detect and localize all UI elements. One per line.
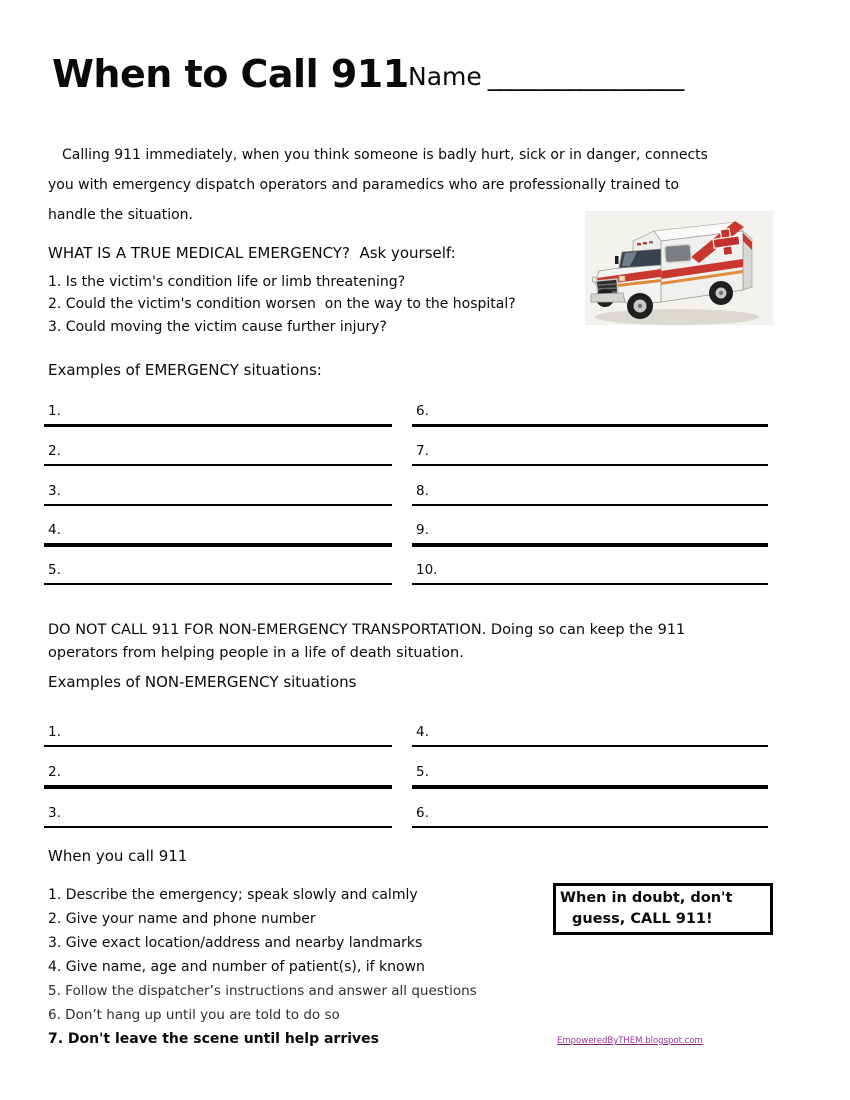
blank-line[interactable] xyxy=(44,785,392,789)
footer-link[interactable]: EmpoweredByTHEM.blogspot.com xyxy=(557,1036,703,1046)
name-label: Name xyxy=(408,62,482,91)
blank-line[interactable] xyxy=(412,583,768,585)
answer-blank[interactable] xyxy=(44,805,392,831)
answer-blank[interactable] xyxy=(412,724,768,750)
step-item: 2. Give your name and phone number xyxy=(48,911,316,927)
blank-line[interactable] xyxy=(44,464,392,466)
blank-number: 1. xyxy=(48,724,61,740)
ambulance-image xyxy=(577,205,777,335)
blank-number: 6. xyxy=(416,403,429,419)
name-field xyxy=(408,62,683,91)
blank-line[interactable] xyxy=(412,826,768,828)
step-item: 3. Give exact location/address and nearby landmarks xyxy=(48,935,423,951)
blank-number: 6. xyxy=(416,805,429,821)
blank-number: 8. xyxy=(416,483,429,499)
answer-blank[interactable] xyxy=(412,403,768,429)
answer-blank[interactable] xyxy=(44,483,392,509)
callout-box xyxy=(553,883,773,935)
blank-line[interactable] xyxy=(44,583,392,585)
page-title: When to Call 911 xyxy=(52,52,409,96)
question-item: 1. Is the victim's condition life or limb threatening? xyxy=(48,274,406,290)
blank-number: 1. xyxy=(48,403,61,419)
blank-number: 4. xyxy=(416,724,429,740)
answer-blank[interactable] xyxy=(44,443,392,469)
blank-line[interactable] xyxy=(412,785,768,789)
answer-blank[interactable] xyxy=(412,764,768,790)
blank-line[interactable] xyxy=(412,464,768,466)
medical-emergency-heading: WHAT IS A TRUE MEDICAL EMERGENCY? Ask yourself: xyxy=(48,244,456,262)
step-item: 5. Follow the dispatcher’s instructions and answer all questions xyxy=(48,983,477,999)
blank-line[interactable] xyxy=(44,543,392,547)
answer-blank[interactable] xyxy=(44,764,392,790)
blank-number: 4. xyxy=(48,522,61,538)
blank-line[interactable] xyxy=(412,745,768,747)
non-emergency-heading: Examples of NON-EMERGENCY situations xyxy=(48,673,357,691)
callout-line2: guess, CALL 911! xyxy=(572,911,713,927)
answer-blank[interactable] xyxy=(412,522,768,548)
when-you-call-steps xyxy=(48,883,553,1051)
blank-number: 2. xyxy=(48,443,61,459)
blank-number: 9. xyxy=(416,522,429,538)
blank-number: 3. xyxy=(48,483,61,499)
blank-line[interactable] xyxy=(44,745,392,747)
blank-line[interactable] xyxy=(44,826,392,828)
blank-line[interactable] xyxy=(412,504,768,506)
question-item: 2. Could the victim's condition worsen on the way to the hospital? xyxy=(48,296,516,313)
ambulance-illustration xyxy=(577,205,777,335)
step-item: 4. Give name, age and number of patient(s), if known xyxy=(48,959,425,975)
answer-blank[interactable] xyxy=(412,443,768,469)
step-item: 7. Don't leave the scene until help arrives xyxy=(48,1031,379,1047)
answer-blank[interactable] xyxy=(412,483,768,509)
answer-blank[interactable] xyxy=(44,403,392,429)
step-item: 1. Describe the emergency; speak slowly and calmly xyxy=(48,887,418,903)
answer-blank[interactable] xyxy=(44,724,392,750)
medical-emergency-questions xyxy=(48,271,516,338)
question-item: 3. Could moving the victim cause further injury? xyxy=(48,318,387,335)
blank-number: 5. xyxy=(416,764,429,780)
blank-line[interactable] xyxy=(412,543,768,547)
blank-line[interactable] xyxy=(412,424,768,427)
answer-blank[interactable] xyxy=(44,562,392,588)
when-you-call-heading: When you call 911 xyxy=(48,847,188,865)
name-blank-line[interactable]: _________________ xyxy=(487,62,684,91)
blank-number: 3. xyxy=(48,805,61,821)
blank-number: 2. xyxy=(48,764,61,780)
non-emergency-warning: DO NOT CALL 911 FOR NON-EMERGENCY TRANSPORTATION. Doing so can keep the 911 operators from helping people in a life of death situation. xyxy=(48,621,686,661)
blank-line[interactable] xyxy=(44,424,392,427)
blank-number: 7. xyxy=(416,443,429,459)
step-item: 6. Don’t hang up until you are told to do so xyxy=(48,1007,340,1023)
answer-blank[interactable] xyxy=(44,522,392,548)
answer-blank[interactable] xyxy=(412,805,768,831)
emergency-examples-heading: Examples of EMERGENCY situations: xyxy=(48,361,322,379)
intro-paragraph: Calling 911 immediately, when you think someone is badly hurt, sick or in danger, connects you with emergency dispatch operators and paramedics who are professionally trained to handle the situation. xyxy=(48,147,713,223)
blank-number: 5. xyxy=(48,562,61,578)
blank-number: 10. xyxy=(416,562,438,578)
blank-line[interactable] xyxy=(44,504,392,506)
callout-line1: When in doubt, don't xyxy=(560,890,733,906)
answer-blank[interactable] xyxy=(412,562,768,588)
